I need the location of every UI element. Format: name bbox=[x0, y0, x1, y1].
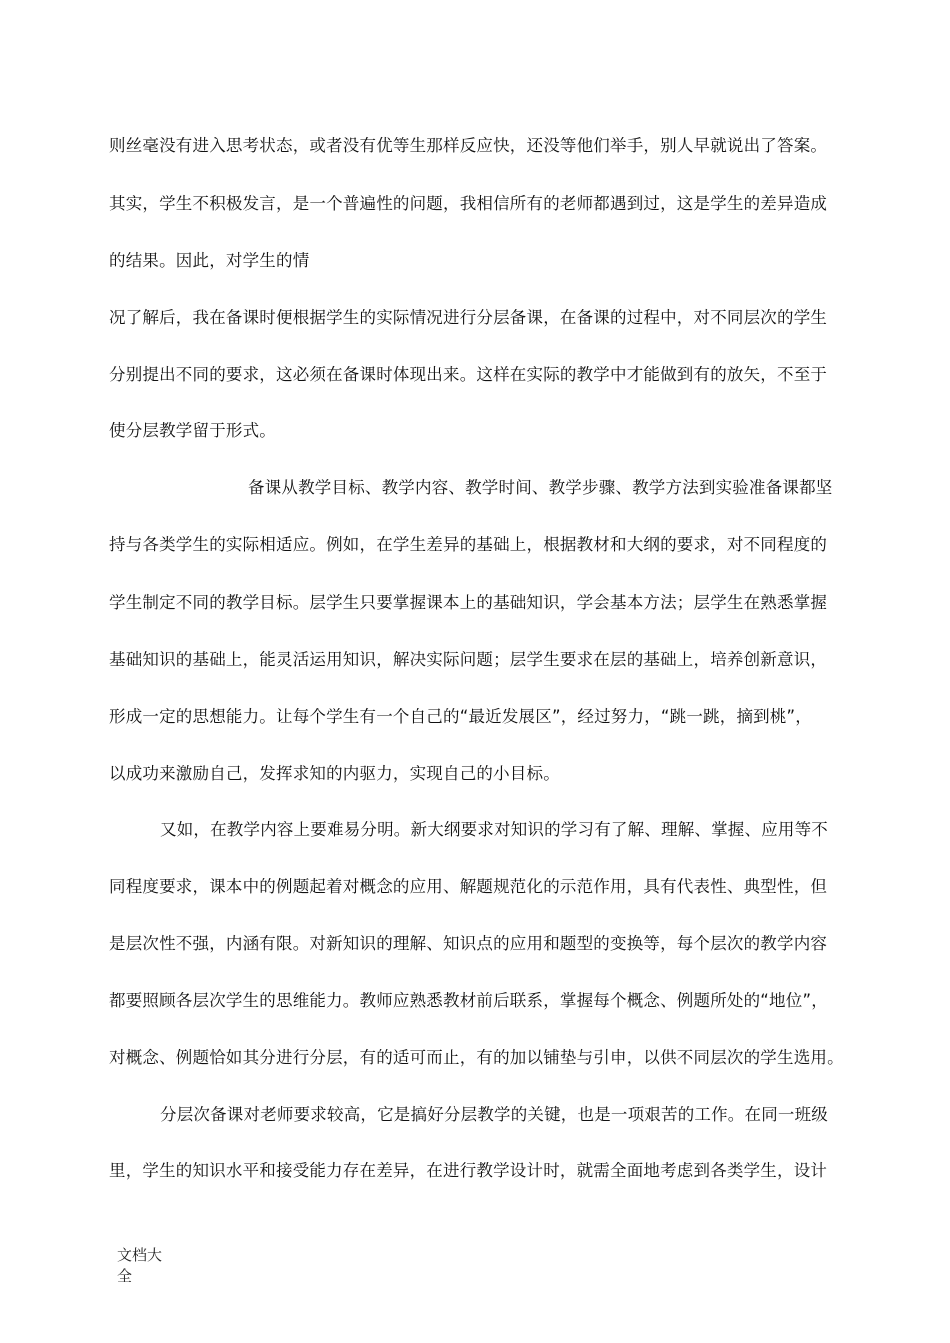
text-line: 对概念、例题恰如其分进行分层，有的适可而止，有的加以铺垫与引申，以供不同层次的学生选用。 bbox=[109, 1048, 844, 1067]
text-line: 分别提出不同的要求，这必须在备课时体现出来。这样在实际的教学中才能做到有的放矢，不至于 bbox=[109, 365, 828, 384]
text-line: 的结果。因此，对学生的情 bbox=[109, 251, 310, 270]
text-line: 是层次性不强，内涵有限。对新知识的理解、知识点的应用和题型的变换等，每个层次的教学内容 bbox=[109, 934, 828, 953]
text-line: 持与各类学生的实际相适应。例如，在学生差异的基础上，根据教材和大纲的要求，对不同程度的 bbox=[109, 535, 828, 554]
text-line: 况了解后，我在备课时便根据学生的实际情况进行分层备课，在备课的过程中，对不同层次的学生 bbox=[109, 308, 828, 327]
text-line: 则丝毫没有进入思考状态，或者没有优等生那样反应快，还没等他们举手，别人早就说出了答案。 bbox=[109, 136, 828, 155]
text-line: 以成功来激励自己，发挥求知的内驱力，实现自己的小目标。 bbox=[109, 764, 560, 783]
page-footer bbox=[117, 1245, 162, 1287]
text-line: 基础知识的基础上，能灵活运用知识，解决实际问题；层学生要求在层的基础上，培养创新意识， bbox=[109, 650, 828, 669]
text-line: 里，学生的知识水平和接受能力存在差异，在进行教学设计时，就需全面地考虑到各类学生，设计 bbox=[109, 1161, 828, 1180]
text-line: 形成一定的思想能力。让每个学生有一个自己的“最近发展区”，经过努力，“跳一跳，摘到桃”， bbox=[109, 707, 812, 726]
text-line: 又如，在教学内容上要难易分明。新大纲要求对知识的学习有了解、理解、掌握、应用等不 bbox=[160, 820, 828, 839]
text-line: 同程度要求，课本中的例题起着对概念的应用、解题规范化的示范作用，具有代表性、典型性，但 bbox=[109, 877, 828, 896]
footer-line-1: 文档大 bbox=[117, 1246, 163, 1264]
text-line: 使分层教学留于形式。 bbox=[109, 421, 276, 440]
text-line: 学生制定不同的教学目标。层学生只要掌握课本上的基础知识，学会基本方法；层学生在熟悉掌握 bbox=[109, 593, 828, 612]
text-line: 分层次备课对老师要求较高，它是搞好分层教学的关键，也是一项艰苦的工作。在同一班级 bbox=[160, 1105, 828, 1124]
text-line: 其实，学生不积极发言，是一个普遍性的问题，我相信所有的老师都遇到过，这是学生的差异造成 bbox=[109, 194, 828, 213]
text-line: 都要照顾各层次学生的思维能力。教师应熟悉教材前后联系，掌握每个概念、例题所处的“地位”， bbox=[109, 991, 828, 1010]
footer-line-2: 全 bbox=[117, 1267, 133, 1285]
text-line: 备课从教学目标、教学内容、教学时间、教学步骤、教学方法到实验准备课都坚 bbox=[248, 478, 833, 497]
